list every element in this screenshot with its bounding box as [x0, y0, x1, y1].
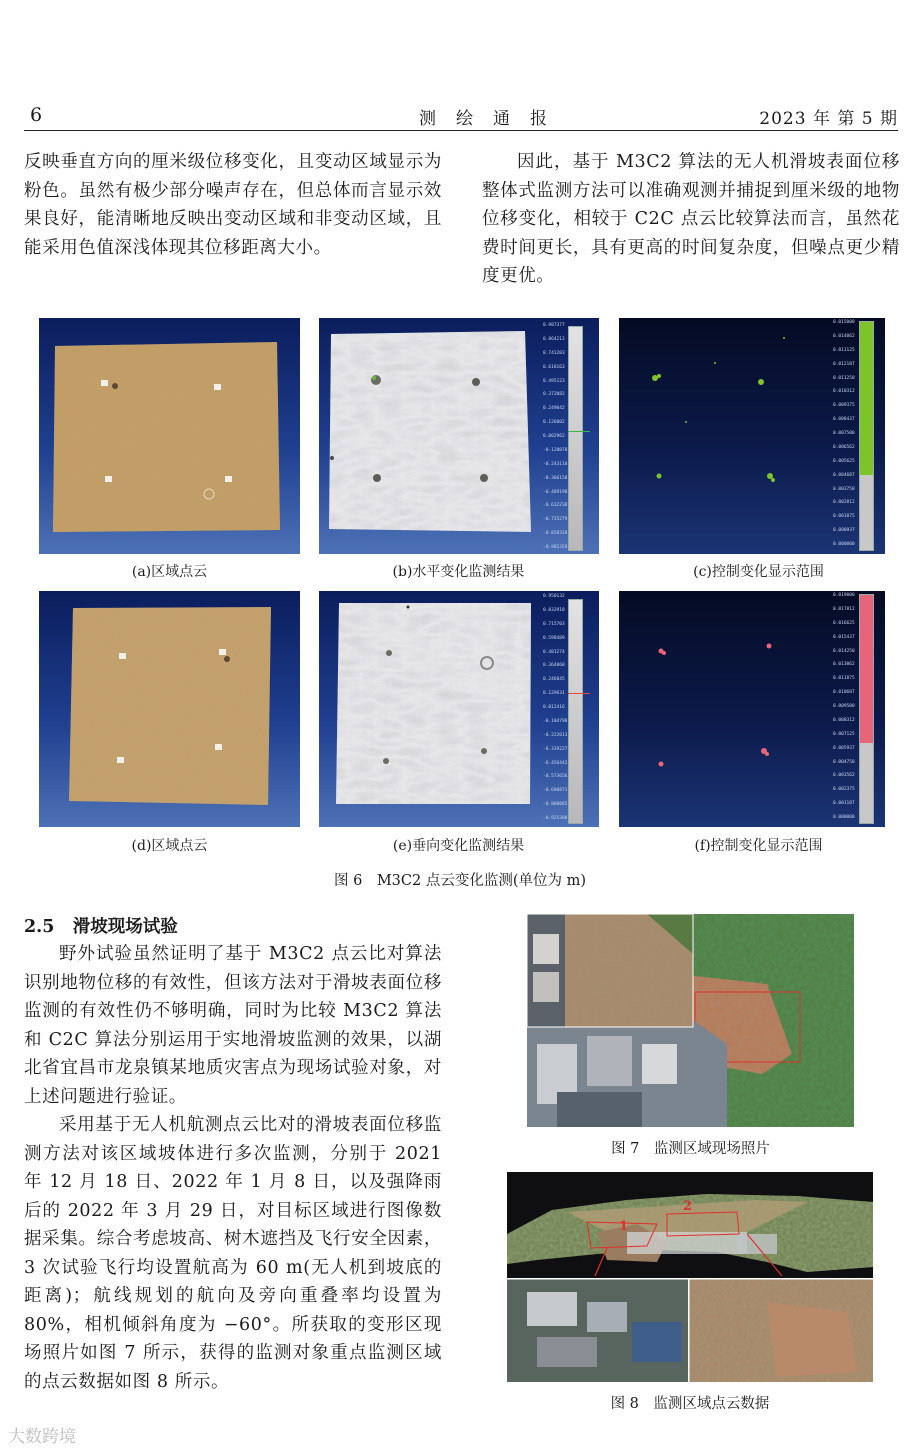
scale-tick-label: 0.015000 — [833, 320, 855, 325]
scale-tick-label: 0.741203 — [543, 350, 565, 356]
scale-tick-label: 0.010687 — [833, 690, 855, 696]
scale-tick-label: 0.372082 — [543, 392, 565, 398]
scale-tick-label: 0.012416 — [543, 705, 565, 710]
scale-tick-label: 0.002812 — [833, 500, 855, 506]
scale-tick-label: 0.013062 — [833, 662, 855, 668]
scale-ticks — [543, 324, 567, 552]
scale-tick-label: -0.858319 — [543, 531, 568, 537]
scale-tick-label: 0.129631 — [543, 691, 565, 697]
scale-tick-label: 0.715703 — [543, 621, 565, 627]
watermark-logo: 大数跨境 — [8, 1427, 76, 1447]
journal-title: 测绘通报 — [419, 109, 567, 129]
color-scale-bar — [859, 594, 874, 824]
scale-tick-label: 0.000000 — [833, 815, 855, 820]
caption-d: (d)区域点云 — [131, 838, 208, 854]
scale-tick-label: -0.243118 — [543, 461, 568, 467]
scale-tick-label: 0.246845 — [543, 677, 565, 683]
figure-8-caption: 图 8 监测区域点云数据 — [610, 1396, 770, 1412]
caption-f: (f)控制变化显示范围 — [694, 838, 823, 854]
scale-tick-label: 0.010312 — [833, 389, 855, 395]
scale-tick-label: 0.016625 — [833, 620, 855, 626]
scale-ticks — [833, 321, 859, 549]
fig6-panel-d — [39, 591, 300, 827]
paragraph: 野外试验虽然证明了基于 M3C2 点云比对算法识别地物位移的有效性，但该方法对于滑坡表面位移监测的有效性仍不够明确，同时为比较 M3C2 算法和 C2C 算法分别运用于实地滑坡监测的效果，以湖北省宜昌市龙泉镇某地质灾害点为现场试验对象，对上述问题进行验证。 — [24, 944, 442, 1107]
scale-tick-label: 0.005625 — [833, 458, 855, 464]
scale-tick-label: 0.249042 — [543, 406, 565, 412]
scale-tick-label: -0.808085 — [543, 802, 568, 808]
figure-6-caption: 图 6 M3C2 点云变化监测(单位为 m) — [333, 873, 586, 889]
scale-tick-label: -0.489198 — [543, 489, 568, 495]
scale-tick-label: 0.003750 — [833, 486, 855, 492]
scale-marker — [568, 431, 590, 432]
scale-marker — [568, 693, 590, 694]
fig6-panel-a — [39, 318, 300, 554]
left-column-top — [24, 148, 442, 262]
scale-tick-label: 0.002962 — [543, 434, 565, 439]
scale-tick-label: 0.864213 — [543, 336, 565, 342]
scale-tick-label: 0.009375 — [833, 403, 855, 409]
scale-tick-label: 0.950132 — [543, 594, 565, 599]
issue-label: 2023 年 第 5 期 — [759, 109, 898, 129]
fig6-panel-c — [619, 318, 885, 554]
scale-tick-label: 0.014250 — [833, 648, 855, 654]
scale-tick-label: -0.690871 — [543, 788, 568, 794]
figure-7-caption: 图 7 监测区域现场照片 — [611, 1141, 770, 1157]
scale-tick-label: 0.005937 — [833, 745, 855, 751]
scale-tick-label: 0.012187 — [833, 361, 855, 367]
scale-tick-label: 0.011250 — [833, 375, 855, 381]
color-scale-bar — [568, 599, 583, 824]
right-column-top — [482, 148, 900, 291]
scale-tick-label: -0.456442 — [543, 760, 568, 766]
scale-tick-label: 0.007500 — [833, 431, 855, 436]
fig6-panel-e — [319, 591, 599, 827]
color-scale-bar — [859, 321, 874, 551]
running-header — [24, 100, 898, 131]
scale-tick-label: 0.481274 — [543, 649, 565, 655]
site-photo-image — [527, 914, 854, 1127]
scale-tick-label: 0.002375 — [833, 787, 855, 793]
section-number: 2.5 — [24, 917, 55, 937]
fig6-panel-f — [619, 591, 885, 827]
left-column-bottom — [24, 940, 442, 1396]
scale-tick-label: -0.120078 — [543, 447, 568, 453]
point-cloud-image — [39, 318, 300, 554]
scale-tick-label: 0.126002 — [543, 420, 565, 426]
caption-a: (a)区域点云 — [131, 564, 208, 580]
caption-b: (b)水平变化监测结果 — [392, 564, 525, 580]
scale-tick-label: 0.017812 — [833, 606, 855, 612]
caption-e: (e)垂向变化监测结果 — [392, 838, 525, 854]
section-heading — [24, 913, 178, 938]
scale-tick-label: 0.015437 — [833, 634, 855, 640]
scale-tick-label: 0.598489 — [543, 635, 565, 641]
scale-tick-label: 0.364060 — [543, 663, 565, 669]
scale-tick-label: 0.008312 — [833, 717, 855, 723]
section-title: 滑坡现场试验 — [72, 917, 178, 937]
scale-tick-label: 0.003562 — [833, 773, 855, 779]
caption-c: (c)控制变化显示范围 — [693, 564, 824, 580]
scale-tick-label: 0.987377 — [543, 323, 565, 328]
scale-tick-label: 0.011875 — [833, 676, 855, 682]
point-cloud-image — [39, 591, 300, 827]
paragraph: 因此，基于 M3C2 算法的无人机滑坡表面位移整体式监测方法可以准确观测并捕捉到厘米级的地物位移变化，相较于 C2C 点云比较算法而言，虽然花费时间更长，具有更高的时间复杂度，但噪点更少精度更优。 — [482, 152, 900, 286]
scale-tick-label: 0.001187 — [833, 801, 855, 807]
paragraph: 反映垂直方向的厘米级位移变化，且变动区域显示为粉色。虽然有极少部分噪声存在，但总体而言显示效果良好，能清晰地反映出变动区域和非变动区域，且能采用色值深浅体现其位移距离大小。 — [24, 152, 442, 258]
scale-tick-label: 0.004750 — [833, 759, 855, 765]
scale-tick-label: -0.612238 — [543, 503, 568, 509]
scale-tick-label: 0.618163 — [543, 364, 565, 370]
page-number: 6 — [30, 104, 43, 126]
scale-tick-label: 0.832918 — [543, 607, 565, 613]
region-marker-1: 1 — [619, 1219, 629, 1234]
scale-tick-label: 0.006562 — [833, 444, 855, 450]
scale-tick-label: -0.222013 — [543, 732, 568, 738]
scale-tick-label: 0.000937 — [833, 528, 855, 534]
scale-tick-label: -0.104798 — [543, 718, 568, 724]
fig6-panel-b — [319, 318, 599, 554]
figure-7-photo — [527, 914, 854, 1127]
scale-tick-label: 0.009500 — [833, 704, 855, 709]
scale-tick-label: 0.004687 — [833, 472, 855, 478]
scale-tick-label: -0.339227 — [543, 746, 568, 752]
scale-tick-label: -0.981359 — [543, 545, 568, 550]
scale-ticks — [833, 594, 859, 822]
scale-tick-label: -0.925300 — [543, 816, 568, 821]
scale-tick-label: -0.366158 — [543, 475, 568, 481]
region-marker-2: 2 — [683, 1199, 693, 1214]
color-scale-bar — [568, 326, 583, 551]
scale-tick-label: -0.735279 — [543, 517, 568, 523]
figure-8-point-cloud — [507, 1172, 873, 1382]
scale-tick-label: -0.573656 — [543, 774, 568, 780]
paragraph: 采用基于无人机航测点云比对的滑坡表面位移监测方法对该区域坡体进行多次监测，分别于 2021 年 12 月 18 日、2022 年 1 月 8 日，以及强降雨后的 2022 年 3 月 29 日，对目标区域进行图像数据采集。综合考虑坡高、树木遮挡及飞行安全因素，3 次试验飞行均设置航高为 60 m(无人机到坡底的距离)；航线规划的航向及旁向重叠率均设置为 80%，相机倾斜角度为 −60°。所获取的变形区现场照片如图 7 所示，获得的监测对象重点监测区域的点云数据如图 8 所示。 — [24, 1115, 442, 1392]
scale-tick-label: 0.007125 — [833, 731, 855, 737]
scale-tick-label: 0.008437 — [833, 417, 855, 423]
scale-tick-label: 0.000000 — [833, 542, 855, 547]
scale-tick-label: 0.019000 — [833, 593, 855, 598]
scale-tick-label: 0.495123 — [543, 378, 565, 384]
scale-ticks — [543, 595, 567, 823]
scale-tick-label: 0.001875 — [833, 514, 855, 520]
scale-tick-label: 0.013125 — [833, 347, 855, 353]
scale-tick-label: 0.014062 — [833, 333, 855, 339]
